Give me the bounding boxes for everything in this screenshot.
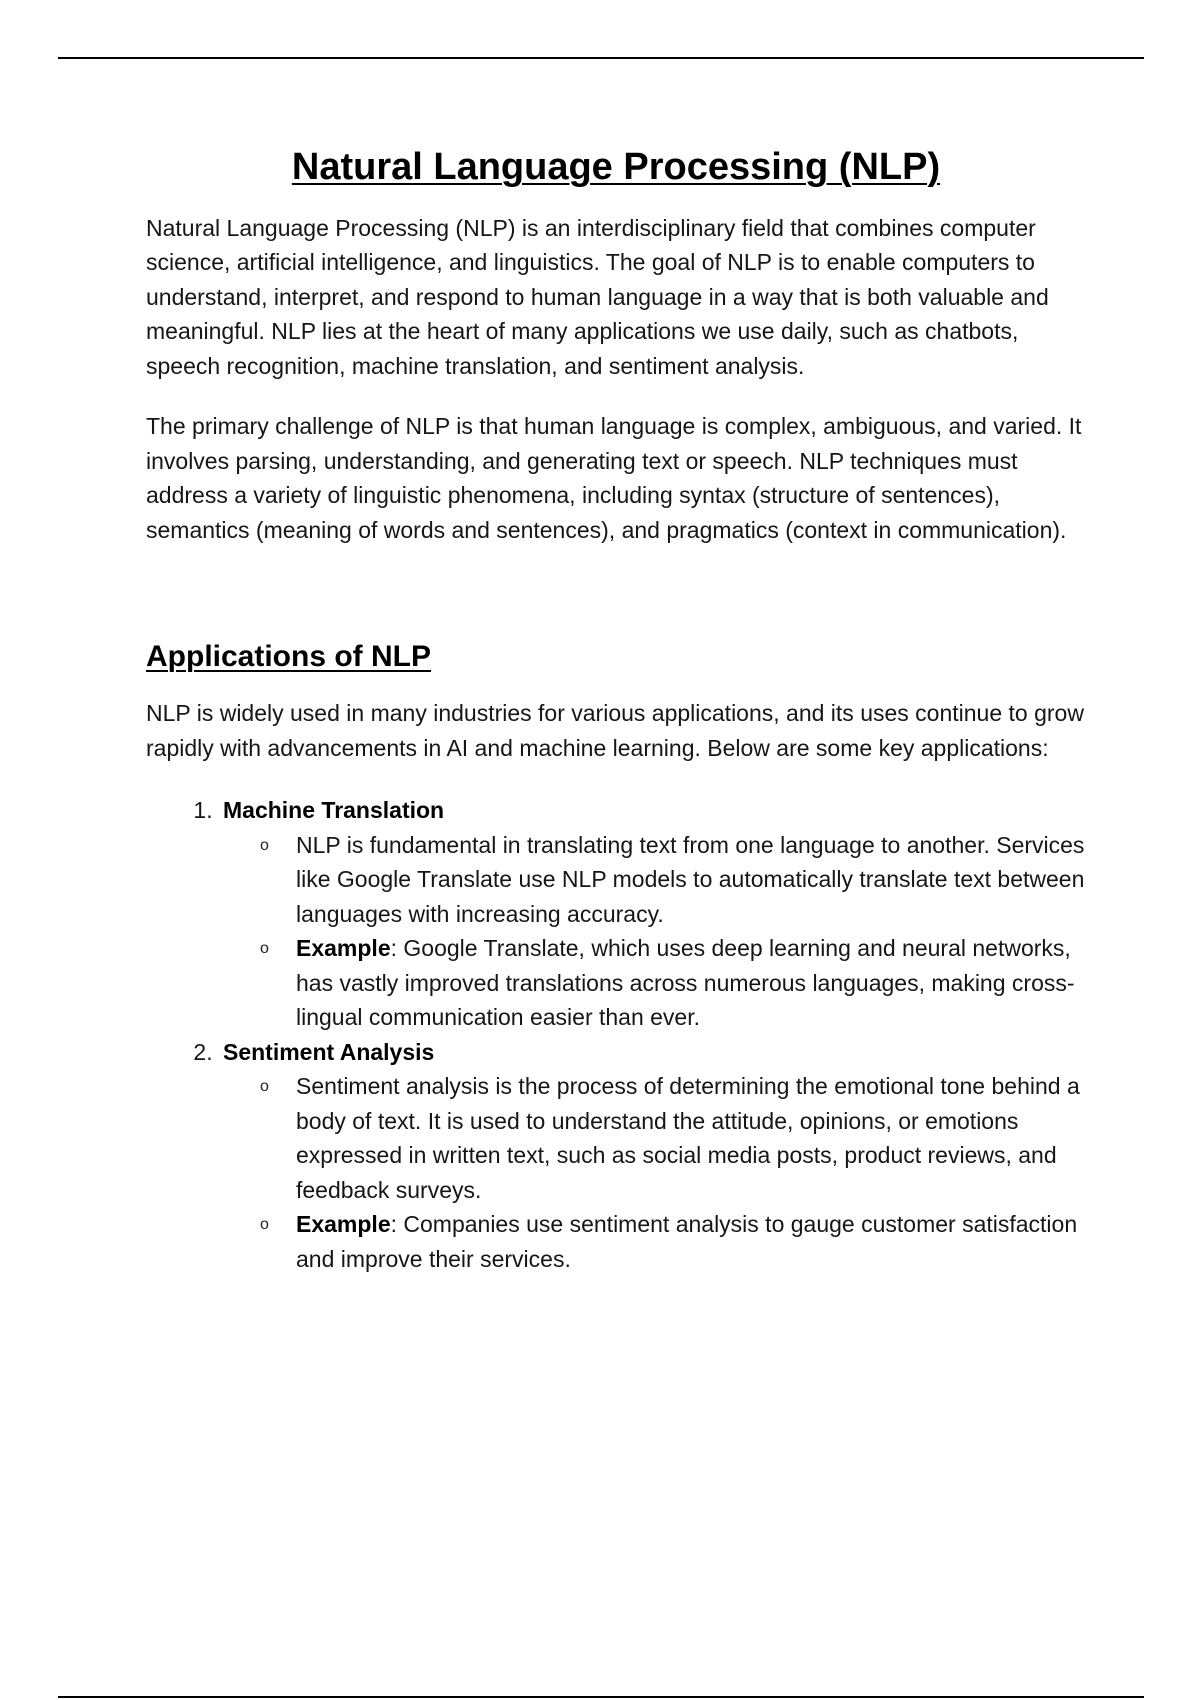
list-item-machine-translation [219,793,1086,1035]
applications-intro: NLP is widely used in many industries for various applications, and its uses continue to grow rapidly with advancements in AI and machine learning. Below are some key applications: [146,700,1084,761]
detail-text: NLP is fundamental in translating text from one language to another. Services like Google Translate use NLP models to automatically translate text between languages with increasing accuracy. [296,831,1085,927]
circle-bullet-icon: o [260,1078,269,1096]
detail-text: : Google Translate, which uses deep learning and neural networks, has vastly improved translations across numerous languages, making cross-lingual communication easier than ever. [296,935,1075,1031]
list-item-title: Machine Translation [223,797,445,824]
circle-bullet-icon: o [260,836,269,854]
example-label: Example [296,935,391,962]
detail-item [260,1207,1086,1276]
example-label: Example [296,1211,391,1238]
document-body [146,145,1086,1276]
detail-list [223,1069,1086,1276]
detail-text: : Companies use sentiment analysis to gauge customer satisfaction and improve their services. [296,1211,1078,1272]
detail-text: Sentiment analysis is the process of determining the emotional tone behind a body of text. It is used to understand the attitude, opinions, or emotions expressed in written text, such as social media posts, product reviews, and feedback surveys. [296,1073,1080,1203]
detail-list [223,828,1086,1035]
intro-paragraph-2: The primary challenge of NLP is that human language is complex, ambiguous, and varied. It involves parsing, understanding, and generating text or speech. NLP techniques must address a variety of linguistic phenomena, including syntax (structure of sentences), semantics (meaning of words and sentences), and pragmatics (context in communication). [146,413,1082,543]
list-item-title: Sentiment Analysis [223,1038,435,1065]
section-heading-applications: Applications of NLP [146,640,431,674]
circle-bullet-icon: o [260,940,269,958]
circle-bullet-icon: o [260,1216,269,1234]
detail-item [260,1069,1086,1207]
page-title: Natural Language Processing (NLP) [291,146,941,188]
applications-list [146,793,1086,1276]
detail-item [260,931,1086,1035]
detail-item [260,828,1086,932]
intro-paragraph-1: Natural Language Processing (NLP) is an interdisciplinary field that combines computer science, artificial intelligence, and linguistics. The goal of NLP is to enable computers to understand, interpret, and respond to human language in a way that is both valuable and meaningful. NLP lies at the heart of many applications we use daily, such as chatbots, speech recognition, machine translation, and sentiment analysis. [146,214,1049,379]
list-item-sentiment-analysis [219,1035,1086,1277]
footer-rule [58,1696,1144,1698]
header-rule [58,57,1144,59]
